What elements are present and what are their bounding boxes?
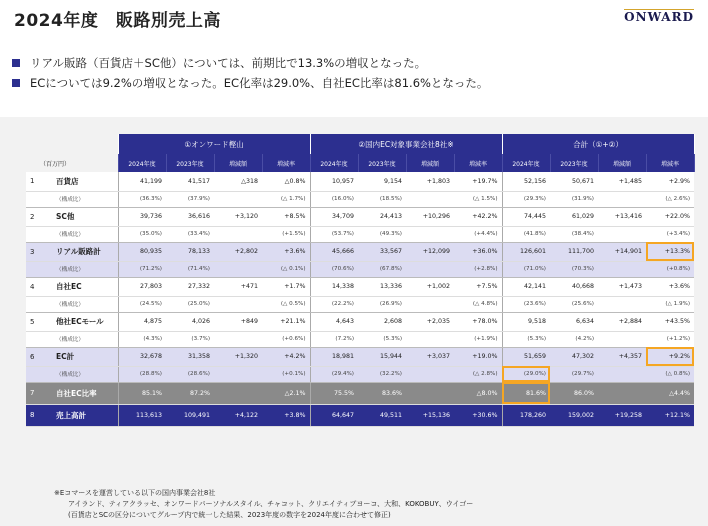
table-cell: (23.6%) <box>502 296 550 312</box>
column-header: 2023年度 <box>166 154 214 172</box>
table-cell: +3.6% <box>646 277 694 296</box>
table-row <box>26 347 694 366</box>
table-cell: 109,491 <box>166 404 214 426</box>
table-cell: 178,260 <box>502 404 550 426</box>
table-cell: +471 <box>214 277 262 296</box>
table-cell: (33.4%) <box>166 226 214 242</box>
table-cell: △318 <box>214 172 262 191</box>
table-cell: 27,332 <box>166 277 214 296</box>
subrow-label: （構成比） <box>46 261 118 277</box>
subrow-label: （構成比） <box>46 366 118 382</box>
table-cell <box>214 366 262 382</box>
table-subrow <box>26 226 694 242</box>
row-number-blank <box>26 191 46 207</box>
row-number: 6 <box>26 347 46 366</box>
table-cell <box>214 382 262 404</box>
column-header: 増減率 <box>454 154 502 172</box>
table-cell: (△ 1.5%) <box>454 191 502 207</box>
bullet-square-icon <box>12 79 20 87</box>
table-cell: 32,678 <box>118 347 166 366</box>
table-row <box>26 404 694 426</box>
row-number: 5 <box>26 312 46 331</box>
table-cell: +3,120 <box>214 207 262 226</box>
table-cell: +2,802 <box>214 242 262 261</box>
table-cell <box>406 366 454 382</box>
table-cell: (5.3%) <box>358 331 406 347</box>
table-cell: (+3.4%) <box>646 226 694 242</box>
table-cell: 36,616 <box>166 207 214 226</box>
table-cell <box>406 261 454 277</box>
table-subrow <box>26 296 694 312</box>
table-cell: (32.2%) <box>358 366 406 382</box>
table-cell: 86.0% <box>550 382 598 404</box>
table-cell <box>598 261 646 277</box>
table-cell: +1,002 <box>406 277 454 296</box>
table-cell: +849 <box>214 312 262 331</box>
table-cell: 81.6% <box>502 382 550 404</box>
sales-table <box>26 134 695 427</box>
table-cell: 74,445 <box>502 207 550 226</box>
table-cell: 9,154 <box>358 172 406 191</box>
table-cell: +21.1% <box>262 312 310 331</box>
table-row <box>26 242 694 261</box>
table-row <box>26 172 694 191</box>
table-cell: (△ 2.8%) <box>454 366 502 382</box>
table-cell: +4.2% <box>262 347 310 366</box>
row-number: 8 <box>26 404 46 426</box>
row-number-blank <box>26 226 46 242</box>
column-header: 2024年度 <box>502 154 550 172</box>
table-cell: 51,659 <box>502 347 550 366</box>
table-cell <box>598 366 646 382</box>
table-cell: 13,336 <box>358 277 406 296</box>
table-cell: +7.5% <box>454 277 502 296</box>
table-cell: +13,416 <box>598 207 646 226</box>
subrow-label: （構成比） <box>46 331 118 347</box>
column-header: 2024年度 <box>118 154 166 172</box>
table-cell: +14,901 <box>598 242 646 261</box>
table-cell: 113,613 <box>118 404 166 426</box>
table-cell: +19.0% <box>454 347 502 366</box>
table-cell: 39,736 <box>118 207 166 226</box>
table-cell: +2.9% <box>646 172 694 191</box>
table-cell: (53.7%) <box>310 226 358 242</box>
table-cell: 4,026 <box>166 312 214 331</box>
table-cell: 34,709 <box>310 207 358 226</box>
table-cell: +8.5% <box>262 207 310 226</box>
table-cell: (△ 4.8%) <box>454 296 502 312</box>
table-cell: +1,485 <box>598 172 646 191</box>
table-cell: 41,517 <box>166 172 214 191</box>
table-cell: 159,002 <box>550 404 598 426</box>
table-cell: (38.4%) <box>550 226 598 242</box>
table-cell: +3.6% <box>262 242 310 261</box>
row-number-blank <box>26 261 46 277</box>
table-cell: +2,035 <box>406 312 454 331</box>
row-label: SC他 <box>46 207 118 226</box>
table-cell: +15,136 <box>406 404 454 426</box>
table-cell: (25.6%) <box>550 296 598 312</box>
column-header: 2023年度 <box>550 154 598 172</box>
row-label: 自社EC <box>46 277 118 296</box>
footnotes: ※Eコマースを運営している以下の国内事業会社8社 アイランド、ティアクラッセ、オンワードパーソナルスタイル、チャコット、クリエイティブヨーコ、大和、KOKOBUY、ウイゴー (百貨店とSCの区分についてグループ内で統一した結果、2023年度の数字を2024年度に合わせて修正) <box>54 489 474 519</box>
table-cell: 80,935 <box>118 242 166 261</box>
table-row <box>26 277 694 296</box>
table-cell: 52,156 <box>502 172 550 191</box>
table-cell <box>598 331 646 347</box>
table-subrow <box>26 331 694 347</box>
table-cell <box>214 261 262 277</box>
table-cell <box>406 382 454 404</box>
table-cell: (+0.8%) <box>646 261 694 277</box>
table-cell: (71.2%) <box>118 261 166 277</box>
table-cell: (37.9%) <box>166 191 214 207</box>
table-cell <box>598 226 646 242</box>
table-cell: (△ 0.5%) <box>262 296 310 312</box>
group-header-row <box>26 134 694 154</box>
table-cell: 111,700 <box>550 242 598 261</box>
table-cell: (4.2%) <box>550 331 598 347</box>
table-cell: (+1.2%) <box>646 331 694 347</box>
table-cell <box>406 191 454 207</box>
table-cell: 27,803 <box>118 277 166 296</box>
subrow-label: （構成比） <box>46 296 118 312</box>
table-cell: +12,099 <box>406 242 454 261</box>
group-header: ②国内EC対象事業会社8社※ <box>310 134 502 154</box>
table-cell: 78,133 <box>166 242 214 261</box>
table-cell: (29.0%) <box>502 366 550 382</box>
table-cell: 49,511 <box>358 404 406 426</box>
table-cell: (36.3%) <box>118 191 166 207</box>
table-cell: 50,671 <box>550 172 598 191</box>
table-cell: (70.3%) <box>550 261 598 277</box>
row-number: 7 <box>26 382 46 404</box>
table-cell: 4,643 <box>310 312 358 331</box>
table-cell: 10,957 <box>310 172 358 191</box>
bullet-item: ECについては9.2%の増収となった。EC化率は29.0%、自社EC比率は81.6%となった。 <box>12 73 488 93</box>
row-label: 自社EC比率 <box>46 382 118 404</box>
table-cell: 42,141 <box>502 277 550 296</box>
column-header: 2023年度 <box>358 154 406 172</box>
table-cell: (71.0%) <box>502 261 550 277</box>
row-number: 3 <box>26 242 46 261</box>
table-cell: +4,357 <box>598 347 646 366</box>
table-cell: +4,122 <box>214 404 262 426</box>
column-header: 増減額 <box>598 154 646 172</box>
table-cell: (25.0%) <box>166 296 214 312</box>
table-cell <box>406 296 454 312</box>
table-cell: +42.2% <box>454 207 502 226</box>
table-cell: 61,029 <box>550 207 598 226</box>
bullet-item: リアル販路（百貨店＋SC他）については、前期比で13.3%の増収となった。 <box>12 53 488 73</box>
table-cell: 14,338 <box>310 277 358 296</box>
column-header: 増減率 <box>646 154 694 172</box>
table-cell: +9.2% <box>646 347 694 366</box>
column-header: 2024年度 <box>310 154 358 172</box>
table-cell: 31,358 <box>166 347 214 366</box>
row-number: 1 <box>26 172 46 191</box>
table-cell: (29.3%) <box>502 191 550 207</box>
table-cell: (35.0%) <box>118 226 166 242</box>
table-cell: +78.0% <box>454 312 502 331</box>
row-label: 百貨店 <box>46 172 118 191</box>
column-header: 増減額 <box>214 154 262 172</box>
table-cell <box>406 226 454 242</box>
column-header: 増減額 <box>406 154 454 172</box>
unit-label: （百万円） <box>26 154 118 172</box>
table-subrow <box>26 366 694 382</box>
table-cell: (△ 1.7%) <box>262 191 310 207</box>
table-cell: 85.1% <box>118 382 166 404</box>
table-cell: △8.0% <box>454 382 502 404</box>
row-number: 2 <box>26 207 46 226</box>
table-cell: (29.7%) <box>550 366 598 382</box>
table-cell <box>214 191 262 207</box>
table-cell: +19.7% <box>454 172 502 191</box>
table-cell: (26.9%) <box>358 296 406 312</box>
table-cell: 64,647 <box>310 404 358 426</box>
table-cell: +22.0% <box>646 207 694 226</box>
table-cell: 83.6% <box>358 382 406 404</box>
summary-bullets <box>12 53 488 93</box>
sub-header-row <box>26 154 694 172</box>
table-cell: (18.5%) <box>358 191 406 207</box>
table-cell: 41,199 <box>118 172 166 191</box>
table-cell: △2.1% <box>262 382 310 404</box>
table-cell: (3.7%) <box>166 331 214 347</box>
table-cell <box>214 296 262 312</box>
table-cell: 75.5% <box>310 382 358 404</box>
table-cell: +19,258 <box>598 404 646 426</box>
table-cell: +1.7% <box>262 277 310 296</box>
table-cell: (+4.4%) <box>454 226 502 242</box>
group-header: ①オンワード樫山 <box>118 134 310 154</box>
table-cell: (49.3%) <box>358 226 406 242</box>
table-cell: 126,601 <box>502 242 550 261</box>
row-number-blank <box>26 296 46 312</box>
group-header: 合計（①+②） <box>502 134 694 154</box>
table-cell: 9,518 <box>502 312 550 331</box>
table-cell: +13.3% <box>646 242 694 261</box>
table-cell: 24,413 <box>358 207 406 226</box>
table-cell: 40,668 <box>550 277 598 296</box>
table-cell: (70.6%) <box>310 261 358 277</box>
table-cell: (28.6%) <box>166 366 214 382</box>
table-cell: 18,981 <box>310 347 358 366</box>
subrow-label: （構成比） <box>46 226 118 242</box>
table-cell <box>598 191 646 207</box>
row-number-blank <box>26 366 46 382</box>
table-cell: (28.8%) <box>118 366 166 382</box>
table-cell: (+1.5%) <box>262 226 310 242</box>
table-cell: +12.1% <box>646 404 694 426</box>
table-cell: (16.0%) <box>310 191 358 207</box>
subrow-label: （構成比） <box>46 191 118 207</box>
row-number-blank <box>26 331 46 347</box>
table-cell: +1,320 <box>214 347 262 366</box>
table-cell: (71.4%) <box>166 261 214 277</box>
table-cell: 2,608 <box>358 312 406 331</box>
table-cell: (+0.1%) <box>262 366 310 382</box>
table-cell: (△ 0.1%) <box>262 261 310 277</box>
table-row <box>26 382 694 404</box>
table-cell: 4,875 <box>118 312 166 331</box>
row-label: 他社ECモール <box>46 312 118 331</box>
row-label: リアル販路計 <box>46 242 118 261</box>
table-cell: +36.0% <box>454 242 502 261</box>
table-cell: 15,944 <box>358 347 406 366</box>
table-cell: (29.4%) <box>310 366 358 382</box>
table-cell: (4.3%) <box>118 331 166 347</box>
table-subrow <box>26 261 694 277</box>
table-cell: 87.2% <box>166 382 214 404</box>
table-cell <box>598 382 646 404</box>
table-row <box>26 207 694 226</box>
table-cell: (7.2%) <box>310 331 358 347</box>
onward-logo: ONWARD <box>624 10 694 24</box>
table-cell: (41.8%) <box>502 226 550 242</box>
table-cell: +43.5% <box>646 312 694 331</box>
table-cell: (△ 1.9%) <box>646 296 694 312</box>
table-cell: (24.5%) <box>118 296 166 312</box>
table-subrow <box>26 191 694 207</box>
page-title: 2024年度 販路別売上高 <box>14 11 221 31</box>
table-cell: (+0.6%) <box>262 331 310 347</box>
table-cell: 6,634 <box>550 312 598 331</box>
table-cell: 33,567 <box>358 242 406 261</box>
row-label: EC計 <box>46 347 118 366</box>
table-cell: (5.3%) <box>502 331 550 347</box>
column-header: 増減率 <box>262 154 310 172</box>
table-cell: (+1.9%) <box>454 331 502 347</box>
table-cell: (△ 0.8%) <box>646 366 694 382</box>
row-number: 4 <box>26 277 46 296</box>
table-cell: 47,302 <box>550 347 598 366</box>
table-cell: (+2.8%) <box>454 261 502 277</box>
table-cell: (67.8%) <box>358 261 406 277</box>
table-cell <box>406 331 454 347</box>
table-row <box>26 312 694 331</box>
table-cell: +1,473 <box>598 277 646 296</box>
table-cell: 45,666 <box>310 242 358 261</box>
table-cell: +2,884 <box>598 312 646 331</box>
table-cell: (31.9%) <box>550 191 598 207</box>
table-cell: (△ 2.6%) <box>646 191 694 207</box>
table-cell: △4.4% <box>646 382 694 404</box>
bullet-square-icon <box>12 59 20 67</box>
table-cell <box>214 331 262 347</box>
table-cell: +30.6% <box>454 404 502 426</box>
row-label: 売上高計 <box>46 404 118 426</box>
table-cell <box>598 296 646 312</box>
table-cell: +1,803 <box>406 172 454 191</box>
table-cell <box>214 226 262 242</box>
table-cell: +3.8% <box>262 404 310 426</box>
table-cell: △0.8% <box>262 172 310 191</box>
table-cell: +3,037 <box>406 347 454 366</box>
table-cell: +10,296 <box>406 207 454 226</box>
table-cell: (22.2%) <box>310 296 358 312</box>
